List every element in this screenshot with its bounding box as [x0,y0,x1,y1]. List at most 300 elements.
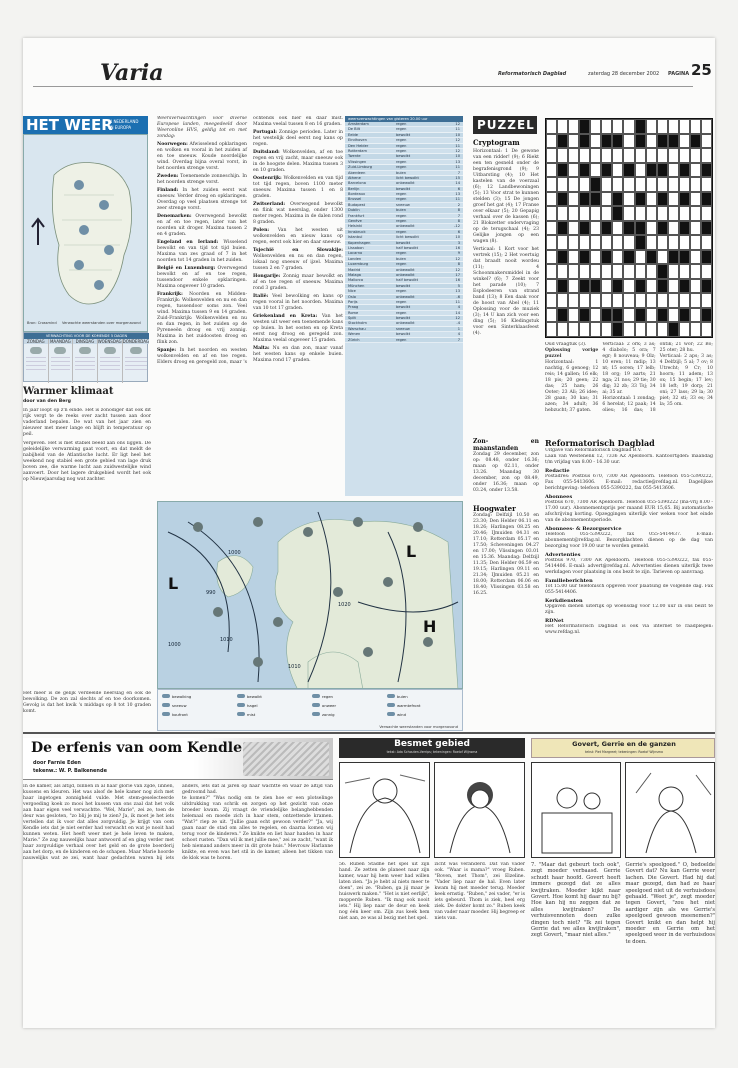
crossword-cell[interactable] [623,134,634,149]
crossword-cell[interactable] [679,293,690,308]
legend-symbol-icon [387,694,395,698]
crossword-cell[interactable] [612,148,623,163]
crossword-cell[interactable] [623,163,634,178]
crossword-cell[interactable] [590,163,601,178]
crossword-cell[interactable] [568,134,579,149]
crossword-cell[interactable] [557,163,568,178]
crossword-cell[interactable] [668,250,679,265]
crossword-cell[interactable] [612,134,623,149]
crossword-cell[interactable] [657,293,668,308]
crossword-cell[interactable] [623,293,634,308]
crossword-cell[interactable] [646,148,657,163]
landen-item [253,150,343,174]
crossword-cell[interactable] [701,322,712,337]
crossword-cell[interactable] [579,206,590,221]
cloud-icon [30,347,42,354]
rd-section-title: Familieberichten [545,578,593,584]
crossword-cell[interactable] [623,177,634,192]
crossword-cell[interactable] [679,264,690,279]
crossword-cell[interactable] [612,235,623,250]
crossword-cell[interactable] [701,293,712,308]
crossword-cell[interactable] [601,322,612,337]
table-cell-city: Budapest [348,202,366,207]
crossword-cell[interactable] [679,134,690,149]
govert-text [531,862,715,1022]
forecast-day-label: DONDERDAG [122,339,150,344]
rd-section [545,598,713,616]
crossword-cell[interactable] [690,148,701,163]
crossword-cell[interactable] [557,177,568,192]
crossword-cell[interactable] [646,293,657,308]
crossword-cell[interactable] [601,192,612,207]
landen-text: In het noorden en westen wolkenvelden en af en toe regen. Elders droog en geregeld zon, maar 's ochtends ook hier en daar mist. Maxima veelal tussen 8 en 16 graden. [157,116,343,365]
crossword-cell[interactable] [590,279,601,294]
crossword-cell[interactable] [601,177,612,192]
crossword-cell[interactable] [679,163,690,178]
crossword-cell[interactable] [623,279,634,294]
crossword-cell[interactable] [657,134,668,149]
crossword-cell[interactable] [635,163,646,178]
crossword-cell[interactable] [612,163,623,178]
crossword-cell[interactable] [579,119,590,134]
crossword-cell[interactable] [668,308,679,323]
crossword-cell[interactable] [590,177,601,192]
crossword-cell[interactable] [546,192,557,207]
crossword-cell[interactable] [579,235,590,250]
crossword-cell[interactable] [657,206,668,221]
crossword-cell[interactable] [690,221,701,236]
crossword-cell[interactable] [557,235,568,250]
forecast-day [123,339,149,383]
crossword-cell[interactable] [701,264,712,279]
govert-header [531,738,715,758]
landen-name: Duitsland: [253,150,280,155]
crossword-cell[interactable] [601,206,612,221]
landen-item [157,292,247,346]
crossword-cell[interactable] [646,119,657,134]
crossword-cell[interactable] [657,221,668,236]
crossword-cell[interactable] [690,206,701,221]
landen-item [157,174,247,186]
crossword-cell[interactable] [546,134,557,149]
crossword-cell[interactable] [590,221,601,236]
crossword-cell[interactable] [623,192,634,207]
crossword-cell[interactable] [557,134,568,149]
table-cell-v: 12 [455,267,460,272]
crossword-cell[interactable] [568,163,579,178]
crossword-cell[interactable] [635,119,646,134]
crossword-cell[interactable] [623,322,634,337]
table-cell-v: 10 [455,132,460,137]
forecast-day [49,339,74,383]
crossword-cell[interactable] [690,235,701,250]
crossword-cell[interactable] [690,308,701,323]
table-cell-w: regen [396,289,407,294]
forecast-header: VERWACHTING VOOR DE KOMENDE 5 DAGEN [24,333,149,339]
crossword-cell[interactable] [668,148,679,163]
crossword-cell[interactable] [557,119,568,134]
crossword-cell[interactable] [679,308,690,323]
table-cell-w: bewolkt [396,316,411,321]
crossword-cell[interactable] [601,308,612,323]
crossword-cell[interactable] [590,206,601,221]
crossword-cell[interactable] [701,177,712,192]
crossword-cell[interactable] [646,192,657,207]
crossword-cell[interactable] [701,163,712,178]
crossword-cell[interactable] [657,250,668,265]
crossword-cell[interactable] [579,134,590,149]
table-cell-w: regen [396,197,407,202]
besmet-panel-1 [339,762,430,858]
crossword-cell[interactable] [601,250,612,265]
rd-section-text: Postadres: Postbus 670, 7300 AR Apeldoorn. Telefoon 055-5390222, Fax 055-5413606. E-mail: redactie@refdag.nl. Dagelijkse berichtgeving: telefoon 055-5390222, fax 055-5413606. [545,474,713,491]
crossword-cell[interactable] [657,279,668,294]
table-cell-city: Stockholm [348,321,367,326]
crossword-cell[interactable] [568,177,579,192]
crossword-cell[interactable] [646,134,657,149]
crossword-cell[interactable] [568,148,579,163]
crossword-cell[interactable] [679,148,690,163]
crossword-cell[interactable] [590,192,601,207]
crossword-cell[interactable] [568,221,579,236]
crossword-cell[interactable] [668,206,679,221]
crossword-cell[interactable] [612,264,623,279]
forecast-day-label: ZONDAG [24,339,48,344]
crossword-cell[interactable] [657,163,668,178]
crossword-cell[interactable] [623,264,634,279]
crossword-cell[interactable] [612,279,623,294]
crossword-cell[interactable] [657,192,668,207]
crossword-cell[interactable] [546,264,557,279]
landen-name: Finland: [157,188,179,193]
crossword-cell[interactable] [646,163,657,178]
crossword-cell[interactable] [668,221,679,236]
crossword-cell[interactable] [579,177,590,192]
crossword-cell[interactable] [701,221,712,236]
crossword-cell[interactable] [657,322,668,337]
crossword-cell[interactable] [635,308,646,323]
forecast-lines [75,357,95,371]
table-cell-v: 8 [457,262,460,267]
crossword-cell[interactable] [668,322,679,337]
table-cell-w: bewolkt [396,186,411,191]
crossword-cell[interactable] [546,279,557,294]
crossword-cell[interactable] [690,250,701,265]
crossword-cell[interactable] [635,177,646,192]
crossword-cell[interactable] [557,293,568,308]
crossword-cell[interactable] [635,148,646,163]
table-row [345,338,463,343]
crossword-cell[interactable] [590,148,601,163]
crossword-cell[interactable] [557,148,568,163]
crossword-cell[interactable] [646,177,657,192]
crossword-cell[interactable] [601,264,612,279]
crossword-cell[interactable] [579,264,590,279]
table-cell-city: Kopenhagen [348,240,371,245]
crossword-cell[interactable] [646,279,657,294]
table-cell-city: Parijs [348,299,358,304]
crossword-cell[interactable] [690,279,701,294]
crossword-cell[interactable] [612,308,623,323]
crossword-cell[interactable] [668,235,679,250]
crossword-cell[interactable] [568,264,579,279]
crossword-cell[interactable] [635,293,646,308]
crossword-cell[interactable] [679,235,690,250]
crossword-cell[interactable] [568,279,579,294]
crossword-cell[interactable] [657,308,668,323]
crossword-cell[interactable] [557,264,568,279]
crossword-cell[interactable] [623,221,634,236]
section-title: Varia [100,60,164,86]
crossword-cell[interactable] [590,119,601,134]
crossword-cell[interactable] [701,279,712,294]
crossword-cell[interactable] [657,264,668,279]
crossword-cell[interactable] [546,221,557,236]
crossword-cell[interactable] [568,308,579,323]
crossword-cell[interactable] [546,206,557,221]
crossword-cell[interactable] [690,264,701,279]
crossword-cell[interactable] [612,322,623,337]
crossword-cell[interactable] [601,293,612,308]
crossword-cell[interactable] [601,279,612,294]
crossword-cell[interactable] [601,148,612,163]
table-title: weersverwachtingen van gisteren 20.00 uur [345,116,463,122]
crossword-cell[interactable] [701,235,712,250]
crossword-cell[interactable] [590,308,601,323]
crossword-cell[interactable] [579,163,590,178]
crossword-cell[interactable] [546,177,557,192]
crossword-cell[interactable] [690,119,701,134]
crossword-cell[interactable] [590,250,601,265]
crossword-cell[interactable] [568,119,579,134]
legend-item [162,692,233,700]
crossword-cell[interactable] [623,206,634,221]
legend-item [387,692,458,700]
crossword-cell[interactable] [557,221,568,236]
crossword-cell[interactable] [690,192,701,207]
besmet-panel-2 [434,762,525,858]
crossword-cell[interactable] [679,250,690,265]
crossword-cell[interactable] [612,206,623,221]
article-footer: Het meer is de gelijk verdeelde neerslag en ook de bewolking. De zon zal slechts af en toe doorkomen. Gevolg is dat het kwik 's middags op 8 tot 10 graden komt. [23,691,151,714]
landen-item [253,130,343,148]
crossword-cell[interactable] [657,177,668,192]
crossword-cell[interactable] [568,250,579,265]
rd-address: Laan van Westenenk 12, 7336 AZ Apeldoorn. Kantoortijden: maandag t/m vrijdag van 8.00 - 16.30 uur. [545,454,713,465]
crossword-cell[interactable] [646,206,657,221]
crossword-cell[interactable] [579,148,590,163]
legend-symbol-icon [387,703,395,707]
crossword-cell[interactable] [701,148,712,163]
crossword-cell[interactable] [590,264,601,279]
crossword-cell[interactable] [546,308,557,323]
crossword-cell[interactable] [701,119,712,134]
crossword-cell[interactable] [646,235,657,250]
legend-label: bewolking [172,693,192,699]
legend-label: koufront [172,711,188,717]
legend-item [237,701,308,709]
crossword-cell[interactable] [679,221,690,236]
crossword-cell[interactable] [635,322,646,337]
crossword-cell[interactable] [601,235,612,250]
table-cell-city: Split [348,316,356,321]
crossword-cell[interactable] [568,235,579,250]
crossword-cell[interactable] [635,264,646,279]
crossword-cell[interactable] [668,264,679,279]
crossword-cell[interactable] [612,192,623,207]
crossword-cell[interactable] [579,322,590,337]
crossword-cell[interactable] [646,322,657,337]
cloud-icon [130,347,142,354]
crossword-cell[interactable] [646,250,657,265]
crossword-cell[interactable] [668,192,679,207]
legend-item [237,710,308,718]
crossword-cell[interactable] [568,293,579,308]
table-cell-v: 11 [455,143,460,148]
crossword-cell[interactable] [657,235,668,250]
nl-map-graphic [24,135,149,333]
crossword-cell[interactable] [623,119,634,134]
crossword-cell[interactable] [623,235,634,250]
table-cell-city: Locarno [348,251,363,256]
crossword-cell[interactable] [612,177,623,192]
crossword-cell[interactable] [690,134,701,149]
crossword-cell[interactable] [690,163,701,178]
crossword-cell[interactable] [668,177,679,192]
crossword-cell[interactable] [701,250,712,265]
crossword-cell[interactable] [557,192,568,207]
crossword-cell[interactable] [601,163,612,178]
crossword-cell[interactable] [701,134,712,149]
crossword-cell[interactable] [701,192,712,207]
crossword-cell[interactable] [568,206,579,221]
crossword-cell[interactable] [612,293,623,308]
crossword-cell[interactable] [623,148,634,163]
page-label: PAGINA [668,71,690,77]
crossword-cell[interactable] [579,293,590,308]
crossword-cell[interactable] [612,250,623,265]
crossword-cell[interactable] [590,293,601,308]
crossword-cell[interactable] [690,177,701,192]
crossword-cell[interactable] [690,322,701,337]
crossword-cell[interactable] [623,308,634,323]
crossword-cell[interactable] [701,206,712,221]
landen-text: Wolkenvelden, af en toe regen en vrij zacht, maar sneeuw ook in de hoogste delen. Maxima tussen 3 en 10 graden. [253,150,343,173]
hoogwater-title: Hoogwater [473,504,516,513]
crossword-cell[interactable] [601,134,612,149]
crossword-cell[interactable] [557,250,568,265]
crossword-cell[interactable] [590,235,601,250]
crossword-cell[interactable] [546,322,557,337]
table-cell-w: bewolkt [396,132,411,137]
legend-symbol-icon [162,694,170,698]
cloud-icon [54,347,66,354]
crossword-cell[interactable] [635,250,646,265]
crossword-cell[interactable] [646,308,657,323]
crossword-cell[interactable] [590,322,601,337]
crossword-cell[interactable] [579,221,590,236]
crossword-cell[interactable] [601,221,612,236]
crossword-cell[interactable] [668,163,679,178]
crossword-cell[interactable] [635,235,646,250]
landen-item [157,188,247,212]
crossword-cell[interactable] [635,134,646,149]
crossword-cell[interactable] [635,279,646,294]
crossword-cell[interactable] [546,163,557,178]
crossword-cell[interactable] [546,119,557,134]
hoogwater-text: Zondag: Delfzijl 10.50 en 23.30; Den Helder 06.11 en 18.26; Harlingen 08.25 en 20.46; IJmuiden 04.31 en 17.10; Rotterdam 05.17 en 17.50; Scheveningen 04.27 en 17.00; Vlissingen 03.01 en 15.36. Maandag: Delfzijl 11.35; Den Helder 06.59 en 19.15; Harlingen 09.11 en 21.34; IJmuiden 05.21 en 18.00; Rotterdam 06.06 en 18.40; Vlissingen 03.58 en 16.25. [473,513,539,594]
crossword-cell[interactable] [557,206,568,221]
crossword-cell[interactable] [612,119,623,134]
crossword-cell[interactable] [546,235,557,250]
landen-text: Overwegend bewolkt en af en toe regen, tussendoor enkele opklaringen. Maxima ongeveer 10 graden. [157,266,247,289]
crossword-cell[interactable] [635,192,646,207]
crossword-cell[interactable] [612,221,623,236]
crossword-cell[interactable] [668,293,679,308]
crossword-cell[interactable] [668,119,679,134]
crossword-cell[interactable] [668,279,679,294]
crossword-cell[interactable] [635,221,646,236]
crossword-cell[interactable] [546,293,557,308]
crossword-cell[interactable] [601,119,612,134]
crossword-cell[interactable] [646,264,657,279]
crossword-cell[interactable] [690,293,701,308]
crossword-cell[interactable] [657,119,668,134]
landen-text: Zonnig maar bewolkt en af en toe regen of sneeuw. Maxima rond 3 graden. [253,274,343,291]
legend-symbol-icon [312,712,320,716]
crossword-grid[interactable] [545,118,713,338]
table-cell-w: buien [396,208,407,213]
crossword-cell[interactable] [579,279,590,294]
crossword-cell[interactable] [557,279,568,294]
rd-section-title: Redactie [545,468,570,474]
crossword-cell[interactable] [657,148,668,163]
table-cell-v: -6 [456,294,460,299]
crossword-cell[interactable] [590,134,601,149]
table-cell-v: 7 [457,213,460,218]
landen-name: Portugal: [253,130,277,135]
crossword-cell[interactable] [557,308,568,323]
crossword-cell[interactable] [679,279,690,294]
crossword-cell[interactable] [679,206,690,221]
crossword-cell[interactable] [546,148,557,163]
crossword-cell[interactable] [568,192,579,207]
legend-label: wind [397,711,406,717]
crossword-cell[interactable] [579,308,590,323]
crossword-cell[interactable] [623,250,634,265]
crossword-cell[interactable] [679,322,690,337]
crossword-cell[interactable] [579,250,590,265]
crossword-cell[interactable] [546,250,557,265]
crossword-cell[interactable] [679,119,690,134]
forecast-lines [51,357,71,371]
crossword-cell[interactable] [701,308,712,323]
landen-text: Veel bewolking en kans op regen vooral in het noorden. Maxima van 10 tot 17 graden. [253,294,343,311]
crossword-cell[interactable] [557,322,568,337]
table-cell-city: Warschau [348,326,366,331]
landen-name: Spanje: [157,348,177,353]
crossword-cell[interactable] [679,192,690,207]
forecast-lines [100,357,120,371]
crossword-cell[interactable] [679,177,690,192]
legend-label: hagel [247,702,258,708]
crossword-cell[interactable] [668,134,679,149]
crossword-cell[interactable] [646,221,657,236]
crossword-cell[interactable] [568,322,579,337]
crossword-cell[interactable] [635,206,646,221]
solution-horizontaal: Horizontaal: 1 nachtig, 6 genoeg; 12 reis; 14 gallen; 16 elk; 18 pis; 20 geen; 22 das; 25 ham; 26 Ooter; 23 Ali; 26 idee; 28 gaan; 30 kas; 31 azen; 34 adult; 36 hebzucht; 37 gaten. [545,360,599,413]
crossword-cell[interactable] [579,192,590,207]
